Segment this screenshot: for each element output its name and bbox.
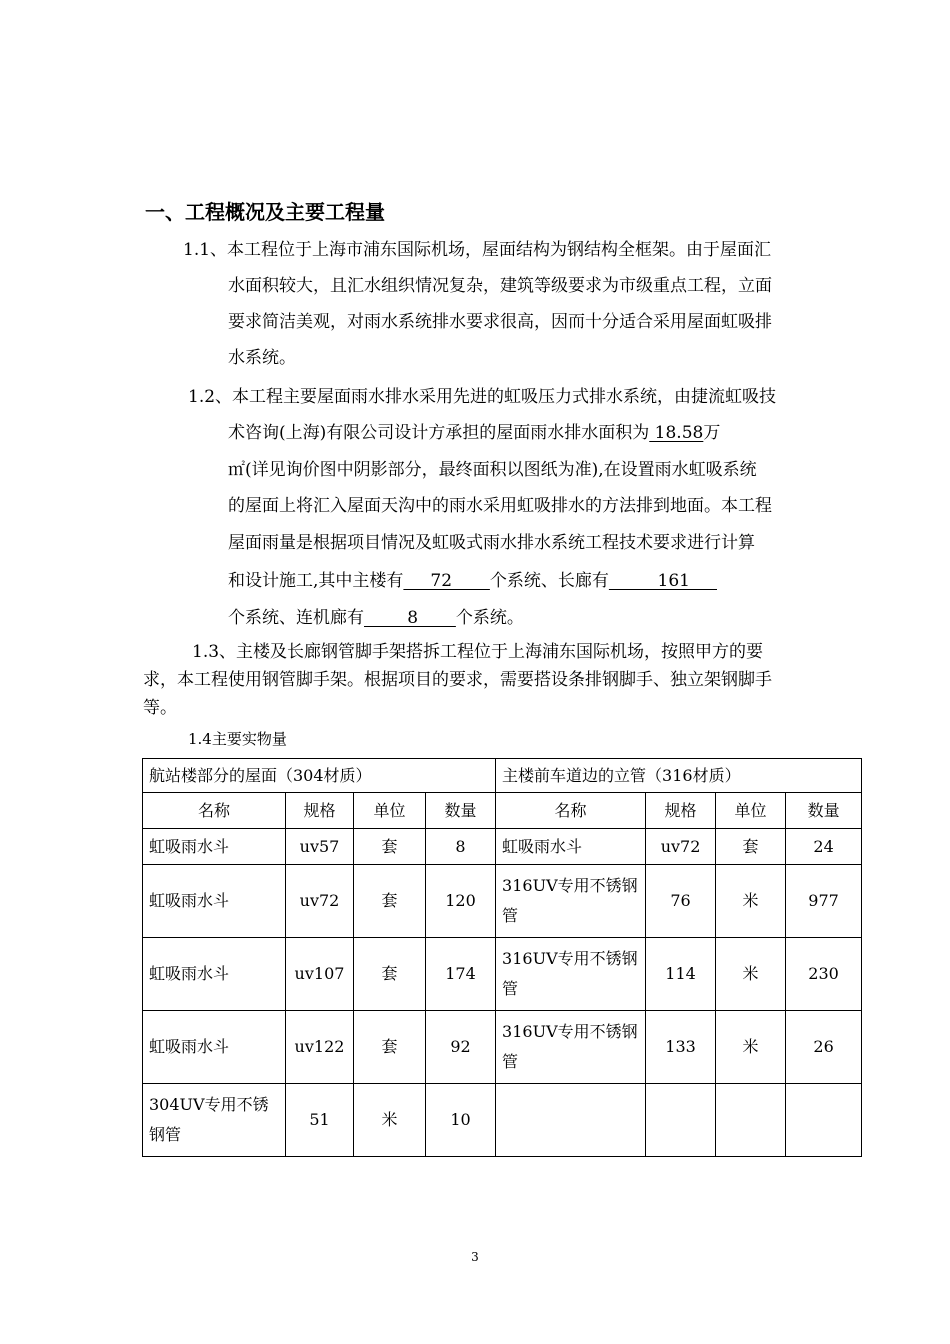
page-number: 3 <box>471 1250 479 1264</box>
p13-line-2: 求，本工程使用钢管脚手架。根据项目的要求，需要搭设条排钢脚手、独立架钢脚手 <box>143 670 772 690</box>
p11-line-2: 水面积较大，且汇水组织情况复杂，建筑等级要求为市级重点工程，立面 <box>228 276 772 296</box>
header-cell: 单位 <box>716 793 786 829</box>
table-cell: 133 <box>646 1011 716 1084</box>
table-cell: uv107 <box>286 938 354 1011</box>
p12-line-3: ㎡(详见询价图中阴影部分，最终面积以图纸为准),在设置雨水虹吸系统 <box>228 460 757 480</box>
table-row <box>143 1011 862 1084</box>
p12-line-7 <box>228 603 524 628</box>
table-cell: 92 <box>426 1011 496 1084</box>
p12-line-2 <box>228 418 720 443</box>
p12-line-6-mid: 个系统、长廊有 <box>489 571 609 591</box>
table-cell: 316UV专用不锈钢管 <box>496 938 646 1011</box>
table-cell: 8 <box>426 829 496 865</box>
table-cell: 174 <box>426 938 496 1011</box>
p12-line-6 <box>228 566 717 591</box>
header-cell: 规格 <box>646 793 716 829</box>
table-cell: 套 <box>354 1011 426 1084</box>
table-cell: 977 <box>786 865 862 938</box>
p12-line-6-text: 和设计施工,其中主楼有 <box>228 571 404 591</box>
table-cell: 120 <box>426 865 496 938</box>
table-cell: uv72 <box>286 865 354 938</box>
table-cell: 76 <box>646 865 716 938</box>
table-cell: 套 <box>354 938 426 1011</box>
p12-line-2-unit: 万 <box>703 423 721 443</box>
header-cell: 规格 <box>286 793 354 829</box>
header-cell: 名称 <box>496 793 646 829</box>
materials-table <box>142 758 862 1157</box>
p11-line-3: 要求简洁美观，对雨水系统排水要求很高，因而十分适合采用屋面虹吸排 <box>228 312 772 332</box>
right-section-title: 主楼前车道边的立管（316材质） <box>496 759 862 793</box>
table-cell: 虹吸雨水斗 <box>143 938 286 1011</box>
table-cell: 24 <box>786 829 862 865</box>
table-cell: 套 <box>354 865 426 938</box>
p14-caption: 1.4主要实物量 <box>188 730 287 748</box>
table-cell: 虹吸雨水斗 <box>143 865 286 938</box>
left-section-title: 航站楼部分的屋面（304材质） <box>143 759 496 793</box>
table-cell: 26 <box>786 1011 862 1084</box>
table-row <box>143 1084 862 1157</box>
corridor-count: 161 <box>608 571 717 591</box>
p11-line-1: 1.1、本工程位于上海市浦东国际机场，屋面结构为钢结构全框架。由于屋面汇 <box>183 240 772 260</box>
header-cell: 数量 <box>426 793 496 829</box>
table-title-row <box>143 759 862 793</box>
header-cell: 数量 <box>786 793 862 829</box>
table-cell: 51 <box>286 1084 354 1157</box>
header-cell: 单位 <box>354 793 426 829</box>
table-cell <box>786 1084 862 1157</box>
table-cell: uv122 <box>286 1011 354 1084</box>
table-cell <box>646 1084 716 1157</box>
table-cell: 米 <box>716 865 786 938</box>
table-cell: 套 <box>716 829 786 865</box>
table-cell <box>716 1084 786 1157</box>
table-header-row <box>143 793 862 829</box>
table-cell: uv57 <box>286 829 354 865</box>
table-cell: 114 <box>646 938 716 1011</box>
table-cell: uv72 <box>646 829 716 865</box>
table-cell: 230 <box>786 938 862 1011</box>
p12-line-4: 的屋面上将汇入屋面天沟中的雨水采用虹吸排水的方法排到地面。本工程 <box>228 496 772 516</box>
roof-area-value: 18.58 <box>649 423 704 443</box>
table-cell: 316UV专用不锈钢管 <box>496 1011 646 1084</box>
p12-line-1: 1.2、本工程主要屋面雨水排水采用先进的虹吸压力式排水系统，由捷流虹吸技 <box>188 387 777 407</box>
link-bridge-count: 8 <box>364 608 456 628</box>
table-cell: 虹吸雨水斗 <box>496 829 646 865</box>
p12-line-7-text: 个系统、连机廊有 <box>228 608 364 628</box>
p12-line-7-end: 个系统。 <box>455 608 524 628</box>
p13-line-3: 等。 <box>143 698 177 718</box>
table-cell: 10 <box>426 1084 496 1157</box>
table-cell: 316UV专用不锈钢管 <box>496 865 646 938</box>
section-heading: 一、工程概况及主要工程量 <box>145 200 385 224</box>
p12-line-5: 屋面雨量是根据项目情况及虹吸式雨水排水系统工程技术要求进行计算 <box>228 533 755 553</box>
table-cell: 虹吸雨水斗 <box>143 1011 286 1084</box>
p13-line-1: 1.3、主楼及长廊钢管脚手架搭拆工程位于上海浦东国际机场，按照甲方的要 <box>192 642 764 662</box>
table-cell: 虹吸雨水斗 <box>143 829 286 865</box>
table-row <box>143 938 862 1011</box>
table-cell: 套 <box>354 829 426 865</box>
table-cell: 米 <box>716 938 786 1011</box>
p11-line-4: 水系统。 <box>228 348 296 368</box>
table-cell: 304UV专用不锈钢管 <box>143 1084 286 1157</box>
table-row <box>143 829 862 865</box>
table-cell: 米 <box>354 1084 426 1157</box>
table-row <box>143 865 862 938</box>
p12-line-2-text: 术咨询(上海)有限公司设计方承担的屋面雨水排水面积为 <box>228 423 650 443</box>
main-building-count: 72 <box>403 571 490 591</box>
table-cell: 米 <box>716 1011 786 1084</box>
header-cell: 名称 <box>143 793 286 829</box>
table-cell <box>496 1084 646 1157</box>
